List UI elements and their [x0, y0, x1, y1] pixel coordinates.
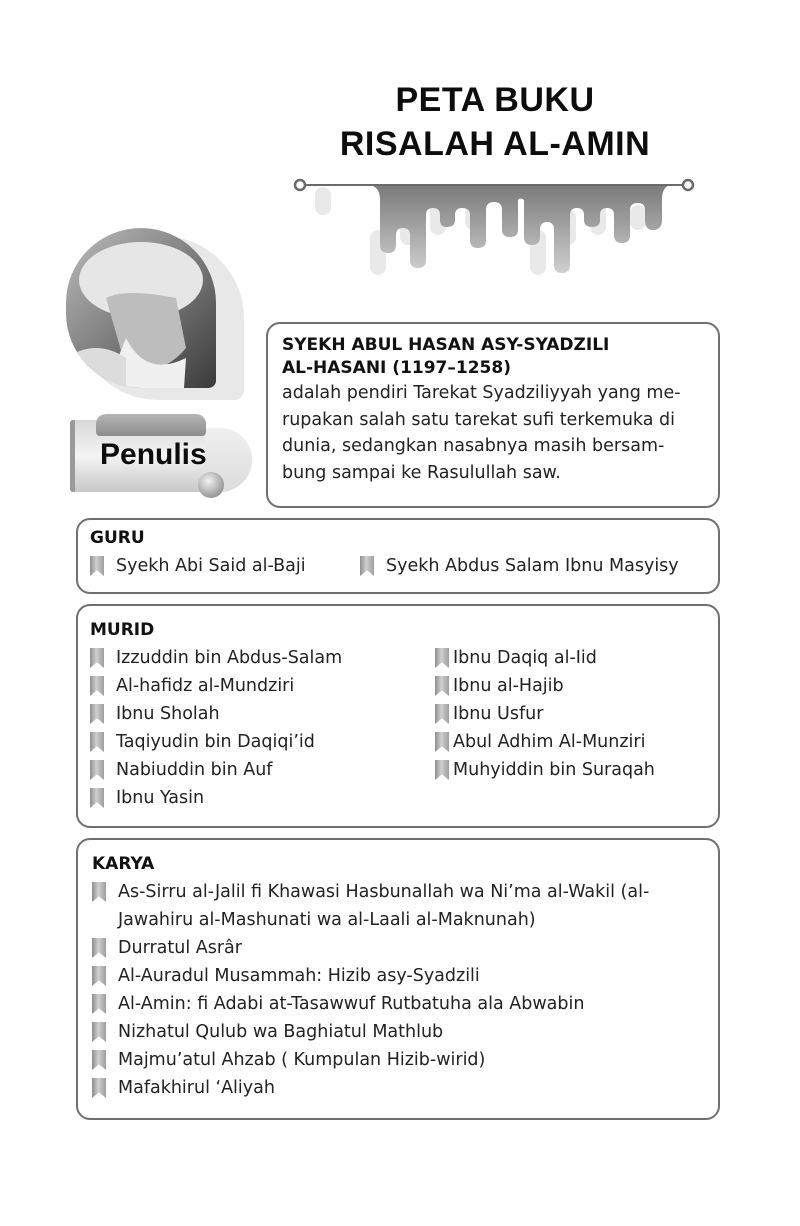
- bookmark-icon: [92, 966, 106, 986]
- bio-box: [266, 322, 720, 508]
- item-label: Al-Auradul Musammah: Hizib asy-Syadzili: [118, 966, 480, 986]
- list-item: [435, 756, 655, 784]
- item-label: Muhyiddin bin Suraqah: [453, 760, 655, 780]
- bookmark-icon: [90, 556, 104, 576]
- bookmark-icon: [360, 556, 374, 576]
- item-label: Syekh Abi Said al-Baji: [116, 556, 306, 576]
- bookmark-icon: [90, 732, 104, 752]
- item-label: Ibnu Usfur: [453, 704, 544, 724]
- item-label: Syekh Abdus Salam Ibnu Masyisy: [386, 556, 679, 576]
- list-item: [90, 728, 435, 756]
- bookmark-icon: [92, 1050, 106, 1070]
- author-name-line-1: SYEKH ABUL HASAN ASY-SYADZILI: [282, 335, 610, 355]
- bookmark-icon: [92, 938, 106, 958]
- item-label: Izzuddin bin Abdus-Salam: [116, 648, 343, 668]
- bookmark-icon: [92, 1078, 106, 1098]
- list-item: [435, 644, 655, 672]
- list-item: [435, 672, 655, 700]
- item-label: Nabiuddin bin Auf: [116, 760, 273, 780]
- bookmark-icon: [435, 760, 449, 780]
- title-line-1: PETA BUKU: [395, 81, 595, 119]
- item-label: Ibnu Yasin: [116, 788, 205, 808]
- bookmark-icon: [435, 732, 449, 752]
- murid-box: [76, 604, 720, 828]
- list-item: [90, 700, 435, 728]
- list-item: [90, 552, 360, 580]
- bookmark-icon: [435, 704, 449, 724]
- karya-box: [76, 838, 720, 1120]
- murid-column-2: [435, 644, 655, 812]
- bookmark-icon: [92, 882, 106, 902]
- bio-text-line: dunia, sedangkan nasabnya masih bersam-: [282, 436, 665, 456]
- list-item: [92, 1018, 704, 1046]
- item-label: Ibnu Daqiq al-Iid: [453, 648, 597, 668]
- bookmark-icon: [435, 648, 449, 668]
- list-item: [360, 552, 679, 580]
- list-item: [90, 784, 435, 812]
- guru-box: [76, 518, 720, 594]
- bookmark-icon: [435, 676, 449, 696]
- item-label: Ibnu Sholah: [116, 704, 220, 724]
- bookmark-icon: [92, 994, 106, 1014]
- item-label: Nizhatul Qulub wa Baghiatul Mathlub: [118, 1022, 444, 1042]
- item-label: Al-Amin: fi Adabi at-Tasawwuf Rutbatuha ala Abwabin: [118, 994, 585, 1014]
- guru-title: GURU: [90, 528, 145, 548]
- author-badge-label: Penulis: [100, 438, 207, 471]
- list-item: [92, 878, 704, 934]
- list-item: [92, 934, 704, 962]
- list-item: [92, 990, 704, 1018]
- item-label: Durratul Asrâr: [118, 938, 242, 958]
- badge-ball-icon: [198, 472, 224, 498]
- list-item: [90, 672, 435, 700]
- bookmark-icon: [90, 648, 104, 668]
- bookmark-icon: [90, 704, 104, 724]
- murid-title: MURID: [90, 620, 155, 640]
- bio-text-line: adalah pendiri Tarekat Syadziliyyah yang me-: [282, 383, 681, 403]
- bookmark-icon: [92, 1022, 106, 1042]
- author-badge: [70, 414, 250, 498]
- list-item: [435, 728, 655, 756]
- bio-text-line: bung sampai ke Rasulullah saw.: [282, 462, 561, 483]
- item-label: Ibnu al-Hajib: [453, 676, 564, 696]
- list-item: [90, 756, 435, 784]
- bookmark-icon: [90, 760, 104, 780]
- author-portrait-icon: [66, 228, 216, 388]
- karya-title: KARYA: [92, 854, 155, 874]
- item-label: Al-hafidz al-Mundziri: [116, 676, 295, 696]
- title-line-2: RISALAH AL-AMIN: [339, 125, 651, 163]
- bookmark-icon: [90, 788, 104, 808]
- list-item: [92, 1074, 704, 1102]
- badge-tab-shape: [96, 414, 206, 436]
- author-portrait: [66, 228, 216, 388]
- item-label: Majmu’atul Ahzab ( Kumpulan Hizib-wirid): [118, 1050, 486, 1070]
- item-label: Taqiyudin bin Daqiqi’id: [116, 732, 315, 752]
- list-item: [92, 962, 704, 990]
- drip-decoration-icon: [290, 175, 700, 285]
- author-name-line-2: AL-HASANI (1197–1258): [282, 358, 511, 378]
- bookmark-icon: [90, 676, 104, 696]
- item-label: As-Sirru al-Jalil fi Khawasi Hasbunallah wa Ni’ma al-Wakil (al-Jawahiru al-Mashunati wa al-Laali al-Maknunah): [118, 882, 650, 930]
- item-label: Mafakhirul ‘Aliyah: [118, 1078, 275, 1098]
- murid-column-1: [90, 644, 435, 812]
- list-item: [92, 1046, 704, 1074]
- page-title: [280, 78, 710, 166]
- bio-text-line: rupakan salah satu tarekat sufi terkemuka di: [282, 409, 676, 430]
- item-label: Abul Adhim Al-Munziri: [453, 732, 646, 752]
- list-item: [435, 700, 655, 728]
- list-item: [90, 644, 435, 672]
